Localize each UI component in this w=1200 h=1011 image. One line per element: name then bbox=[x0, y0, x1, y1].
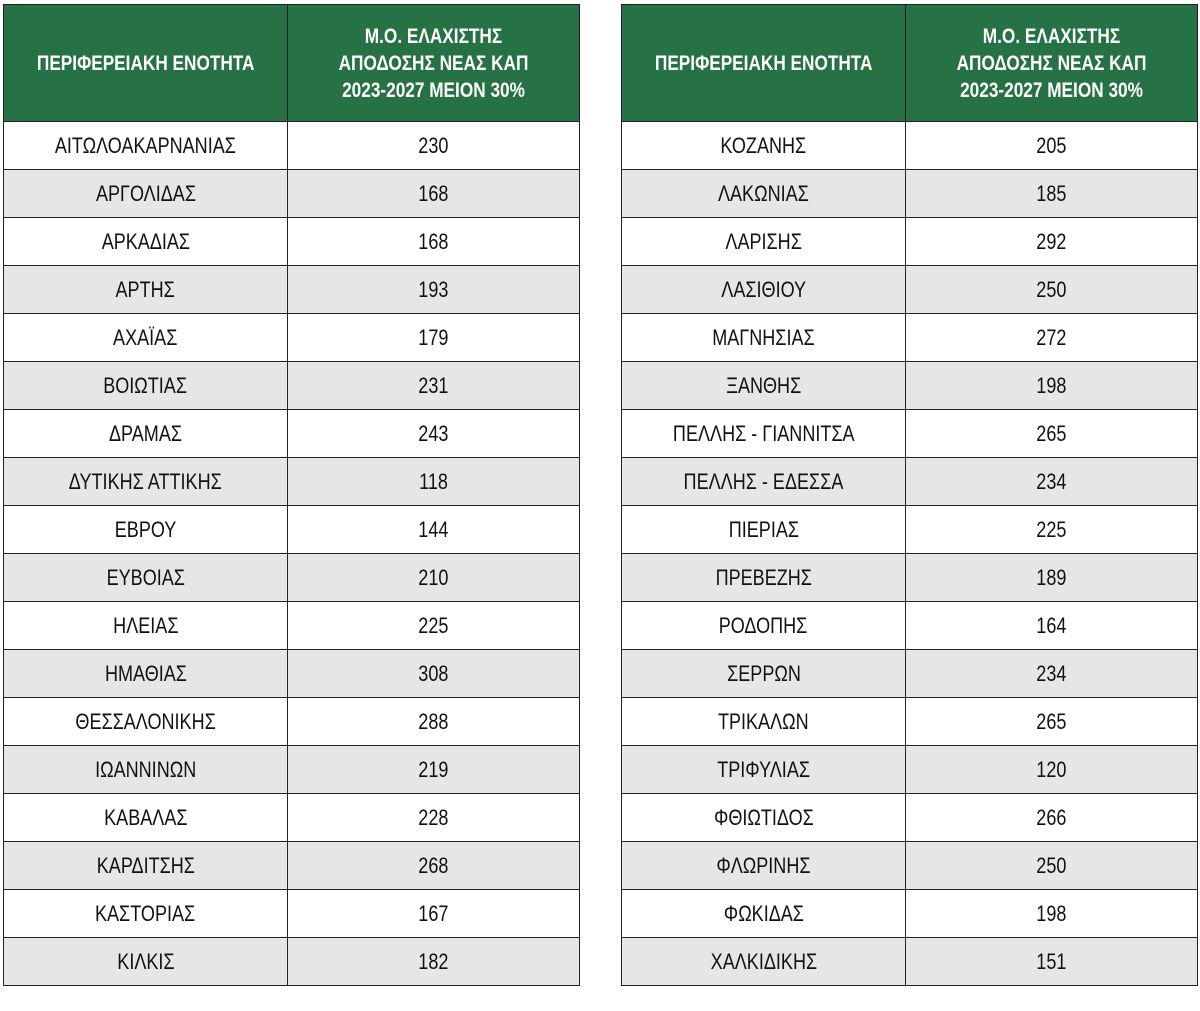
value-cell: 167 bbox=[288, 890, 580, 938]
region-cell: ΤΡΙΚΑΛΩΝ bbox=[622, 698, 906, 746]
table-row bbox=[622, 602, 1198, 650]
value-cell: 308 bbox=[288, 650, 580, 698]
table-row bbox=[4, 746, 580, 794]
region-cell: ΑΙΤΩΛΟΑΚΑΡΝΑΝΙΑΣ bbox=[4, 122, 288, 170]
header-region: ΠΕΡΙΦΕΡΕΙΑΚΗ ΕΝΟΤΗΤΑ bbox=[4, 5, 288, 122]
value-cell: 228 bbox=[288, 794, 580, 842]
value-cell: 189 bbox=[906, 554, 1198, 602]
table-row bbox=[622, 890, 1198, 938]
region-cell: ΣΕΡΡΩΝ bbox=[622, 650, 906, 698]
value-cell: 182 bbox=[288, 938, 580, 986]
table-header-row bbox=[4, 5, 580, 122]
table-row bbox=[622, 122, 1198, 170]
region-cell: ΑΡΚΑΔΙΑΣ bbox=[4, 218, 288, 266]
region-cell: ΗΜΑΘΙΑΣ bbox=[4, 650, 288, 698]
value-cell: 164 bbox=[906, 602, 1198, 650]
table-row bbox=[4, 458, 580, 506]
regions-table-right bbox=[621, 4, 1198, 986]
value-cell: 268 bbox=[288, 842, 580, 890]
region-cell: ΠΡΕΒΕΖΗΣ bbox=[622, 554, 906, 602]
table-row bbox=[4, 314, 580, 362]
table-row bbox=[4, 938, 580, 986]
value-cell: 179 bbox=[288, 314, 580, 362]
region-cell: ΕΒΡΟΥ bbox=[4, 506, 288, 554]
region-cell: ΦΛΩΡΙΝΗΣ bbox=[622, 842, 906, 890]
table-row bbox=[4, 410, 580, 458]
value-cell: 193 bbox=[288, 266, 580, 314]
region-cell: ΠΕΛΛΗΣ - ΕΔΕΣΣΑ bbox=[622, 458, 906, 506]
region-cell: ΛΑΚΩΝΙΑΣ bbox=[622, 170, 906, 218]
table-row bbox=[622, 170, 1198, 218]
table-row bbox=[622, 842, 1198, 890]
header-region: ΠΕΡΙΦΕΡΕΙΑΚΗ ΕΝΟΤΗΤΑ bbox=[622, 5, 906, 122]
value-cell: 168 bbox=[288, 218, 580, 266]
value-cell: 168 bbox=[288, 170, 580, 218]
region-cell: ΘΕΣΣΑΛΟΝΙΚΗΣ bbox=[4, 698, 288, 746]
table-row bbox=[622, 362, 1198, 410]
region-cell: ΚΙΛΚΙΣ bbox=[4, 938, 288, 986]
table-row bbox=[4, 170, 580, 218]
value-cell: 265 bbox=[906, 410, 1198, 458]
table-row bbox=[4, 794, 580, 842]
regions-table-left bbox=[3, 4, 580, 986]
value-cell: 272 bbox=[906, 314, 1198, 362]
table-row bbox=[4, 506, 580, 554]
value-cell: 292 bbox=[906, 218, 1198, 266]
region-cell: ΕΥΒΟΙΑΣ bbox=[4, 554, 288, 602]
region-cell: ΦΘΙΩΤΙΔΟΣ bbox=[622, 794, 906, 842]
table-row bbox=[622, 266, 1198, 314]
value-cell: 205 bbox=[906, 122, 1198, 170]
value-cell: 118 bbox=[288, 458, 580, 506]
table-row bbox=[4, 554, 580, 602]
region-cell: ΙΩΑΝΝΙΝΩΝ bbox=[4, 746, 288, 794]
header-value: Μ.Ο. ΕΛΑΧΙΣΤΗΣ ΑΠΟΔΟΣΗΣ ΝΕΑΣ ΚΑΠ 2023-2027 ΜΕΙΟΝ 30% bbox=[288, 5, 580, 122]
region-cell: ΜΑΓΝΗΣΙΑΣ bbox=[622, 314, 906, 362]
region-cell: ΔΥΤΙΚΗΣ ΑΤΤΙΚΗΣ bbox=[4, 458, 288, 506]
value-cell: 265 bbox=[906, 698, 1198, 746]
region-cell: ΚΑΡΔΙΤΣΗΣ bbox=[4, 842, 288, 890]
table-row bbox=[622, 698, 1198, 746]
table-row bbox=[622, 218, 1198, 266]
region-cell: ΚΑΒΑΛΑΣ bbox=[4, 794, 288, 842]
table-row bbox=[622, 794, 1198, 842]
value-cell: 225 bbox=[906, 506, 1198, 554]
value-cell: 231 bbox=[288, 362, 580, 410]
region-cell: ΡΟΔΟΠΗΣ bbox=[622, 602, 906, 650]
value-cell: 225 bbox=[288, 602, 580, 650]
region-cell: ΛΑΣΙΘΙΟΥ bbox=[622, 266, 906, 314]
value-cell: 219 bbox=[288, 746, 580, 794]
table-row bbox=[622, 458, 1198, 506]
value-cell: 151 bbox=[906, 938, 1198, 986]
region-cell: ΗΛΕΙΑΣ bbox=[4, 602, 288, 650]
region-cell: ΛΑΡΙΣΗΣ bbox=[622, 218, 906, 266]
table-row bbox=[4, 650, 580, 698]
table-row bbox=[4, 218, 580, 266]
value-cell: 210 bbox=[288, 554, 580, 602]
table-row bbox=[4, 890, 580, 938]
value-cell: 198 bbox=[906, 890, 1198, 938]
table-body-right bbox=[622, 122, 1198, 986]
region-cell: ΧΑΛΚΙΔΙΚΗΣ bbox=[622, 938, 906, 986]
table-row bbox=[622, 938, 1198, 986]
value-cell: 250 bbox=[906, 266, 1198, 314]
region-cell: ΠΙΕΡΙΑΣ bbox=[622, 506, 906, 554]
region-cell: ΚΟΖΑΝΗΣ bbox=[622, 122, 906, 170]
header-value: Μ.Ο. ΕΛΑΧΙΣΤΗΣ ΑΠΟΔΟΣΗΣ ΝΕΑΣ ΚΑΠ 2023-2027 ΜΕΙΟΝ 30% bbox=[906, 5, 1198, 122]
region-cell: ΑΡΓΟΛΙΔΑΣ bbox=[4, 170, 288, 218]
region-cell: ΑΡΤΗΣ bbox=[4, 266, 288, 314]
value-cell: 120 bbox=[906, 746, 1198, 794]
region-cell: ΑΧΑΪΑΣ bbox=[4, 314, 288, 362]
table-row bbox=[4, 842, 580, 890]
value-cell: 230 bbox=[288, 122, 580, 170]
table-row bbox=[622, 650, 1198, 698]
table-row bbox=[4, 602, 580, 650]
region-cell: ΞΑΝΘΗΣ bbox=[622, 362, 906, 410]
value-cell: 266 bbox=[906, 794, 1198, 842]
table-row bbox=[4, 698, 580, 746]
table-row bbox=[4, 122, 580, 170]
value-cell: 198 bbox=[906, 362, 1198, 410]
region-cell: ΔΡΑΜΑΣ bbox=[4, 410, 288, 458]
table-row bbox=[622, 746, 1198, 794]
region-cell: ΤΡΙΦΥΛΙΑΣ bbox=[622, 746, 906, 794]
table-row bbox=[622, 410, 1198, 458]
region-cell: ΦΩΚΙΔΑΣ bbox=[622, 890, 906, 938]
value-cell: 250 bbox=[906, 842, 1198, 890]
value-cell: 243 bbox=[288, 410, 580, 458]
table-header-row bbox=[622, 5, 1198, 122]
value-cell: 288 bbox=[288, 698, 580, 746]
table-row bbox=[622, 314, 1198, 362]
value-cell: 234 bbox=[906, 650, 1198, 698]
table-row bbox=[4, 362, 580, 410]
value-cell: 234 bbox=[906, 458, 1198, 506]
value-cell: 185 bbox=[906, 170, 1198, 218]
table-row bbox=[622, 506, 1198, 554]
table-row bbox=[622, 554, 1198, 602]
region-cell: ΒΟΙΩΤΙΑΣ bbox=[4, 362, 288, 410]
region-cell: ΚΑΣΤΟΡΙΑΣ bbox=[4, 890, 288, 938]
region-cell: ΠΕΛΛΗΣ - ΓΙΑΝΝΙΤΣΑ bbox=[622, 410, 906, 458]
table-row bbox=[4, 266, 580, 314]
table-body-left bbox=[4, 122, 580, 986]
value-cell: 144 bbox=[288, 506, 580, 554]
